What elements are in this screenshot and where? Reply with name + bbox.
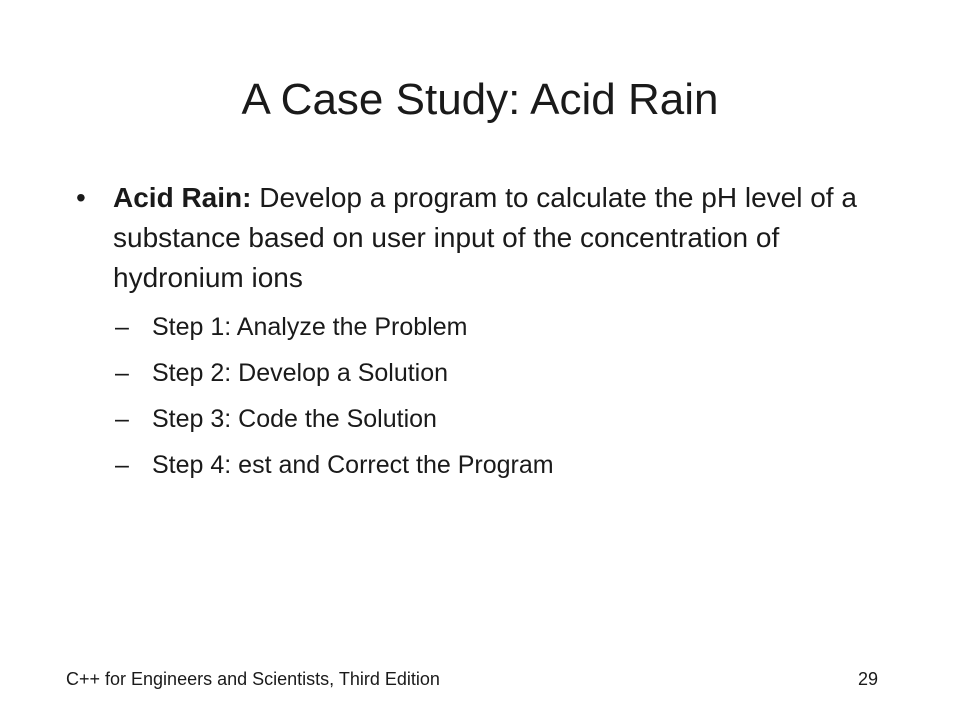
bullet-marker: • (76, 182, 86, 213)
step-dash: – (115, 313, 129, 341)
step-item (115, 356, 875, 402)
step-label: Step 1: Analyze the Problem (152, 313, 468, 341)
step-item (115, 448, 875, 494)
bullet-description: Develop a program to calculate the pH level of a substance based on user input of the concentration of hydronium ions (113, 182, 857, 293)
bullet-term: Acid Rain: (113, 182, 252, 213)
step-dash: – (115, 405, 129, 433)
slide-title: A Case Study: Acid Rain (241, 75, 719, 124)
footer-book-title: C++ for Engineers and Scientists, Third Edition (66, 669, 440, 689)
steps-list (115, 310, 875, 494)
main-bullet (76, 178, 876, 298)
step-dash: – (115, 359, 129, 387)
step-label: Step 4: est and Correct the Program (152, 451, 554, 479)
bullet-text (113, 178, 876, 298)
footer-page-number: 29 (857, 669, 878, 689)
step-item (115, 310, 875, 356)
step-label: Step 2: Develop a Solution (152, 359, 449, 387)
step-item (115, 402, 875, 448)
step-dash: – (115, 451, 129, 479)
step-label: Step 3: Code the Solution (152, 405, 437, 433)
